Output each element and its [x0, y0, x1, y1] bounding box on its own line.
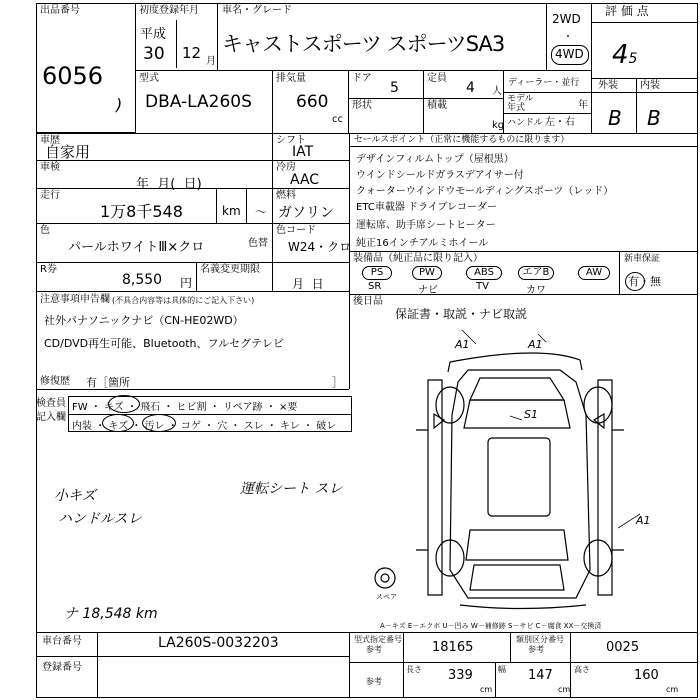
width-unit: cm — [558, 685, 571, 694]
equip-leather: カワ — [526, 285, 546, 296]
inspector-row-2: 内装 ・ キズ ・ 汚レ ・ コゲ ・ 穴 ・ スレ ・ キレ ・ 破レ — [72, 421, 337, 432]
inspector-label-2: 記入欄 — [36, 412, 66, 423]
category-ref: 参考 — [528, 645, 544, 654]
door-label: ドア — [352, 73, 372, 84]
designation-label: 型式指定番号 — [354, 635, 402, 644]
handwritten-note: ハンドルスレ — [58, 511, 142, 527]
model-year-label: モデル年式 — [507, 94, 534, 113]
capacity-label: 定員 — [427, 73, 447, 84]
reg-year: 30 — [143, 44, 165, 64]
category-label: 類別区分番号 — [516, 635, 564, 644]
ac: AAC — [290, 172, 320, 188]
inspector-label-1: 検査員 — [36, 398, 66, 409]
color-code-label: 色コード — [276, 225, 316, 236]
color-change-label: 色替 — [248, 238, 268, 249]
color: パールホワイトⅢ×クロ — [68, 240, 205, 255]
chassis: LA260S-0032203 — [158, 635, 279, 651]
doors: 5 — [390, 80, 399, 96]
ac-label: 冷房 — [276, 162, 296, 173]
height-unit: cm — [666, 685, 679, 694]
repair-value: 有［箇所 — [86, 376, 130, 389]
car-damage-diagram — [350, 320, 698, 620]
car-name: キャストスポーツ スポーツSA3 — [222, 32, 505, 56]
usage-label: 車歴 — [40, 135, 60, 146]
handle-value: 左・右 — [545, 117, 575, 128]
handwritten-note: 小キズ — [54, 488, 96, 504]
equip-aw: AW — [578, 266, 610, 280]
repair-label: 修復歴 — [40, 376, 70, 387]
inspector-row-1: FW ・ キズ ・ 飛石 ・ ヒビ割 ・ リペア跡 ・ ×要 — [72, 402, 298, 413]
equip-abs: ABS — [466, 266, 502, 280]
equipment-label: 装備品（純正品に限り記入） — [353, 253, 483, 264]
damage-mark: A1 — [528, 338, 543, 351]
warranty-label: 新車保証 — [624, 254, 661, 264]
sales-item: ウインドシールドガラスデアイサー付 — [356, 170, 524, 181]
score-label: 評 価 点 — [605, 4, 649, 18]
height-label: 高さ — [574, 665, 590, 674]
title-expiry: 月 日 — [292, 277, 324, 291]
equip-airbag: エアB — [518, 266, 554, 280]
mileage-label: 走行 — [40, 190, 60, 201]
handle-label: ハンドル — [507, 118, 544, 128]
inspection-label: 車検 — [40, 162, 60, 173]
height: 160 — [634, 668, 659, 683]
width: 147 — [528, 668, 553, 683]
repair-close: ］ — [332, 376, 343, 389]
width-label: 幅 — [498, 665, 506, 674]
size-ref: 参考 — [366, 677, 382, 686]
equip-pw: PW — [412, 266, 442, 280]
displacement-label: 排気量 — [276, 73, 306, 84]
notes-label: 注意事項申告欄 — [40, 294, 110, 305]
inspection: 年 月( 日) — [136, 177, 202, 192]
equip-ps: PS — [362, 266, 392, 280]
damage-mark: A1 — [636, 514, 651, 527]
sales-item: ETC車載器 ドライブレコーダー — [356, 202, 498, 213]
category: 0025 — [606, 640, 640, 655]
mileage-note: ナ 18,548 km — [64, 606, 158, 622]
model: DBA-LA260S — [145, 92, 252, 112]
capacity-unit: 人 — [492, 86, 502, 97]
kg-unit: kg — [492, 120, 505, 131]
sales-item: 運転席、助手席シートヒーター — [356, 220, 496, 231]
reg-label: 初度登録年月 — [139, 5, 199, 16]
length-label: 長さ — [406, 665, 422, 674]
dealer-label: ディーラー・並行 — [508, 78, 580, 88]
color-label: 色 — [40, 225, 50, 236]
model-year-unit: 年 — [578, 100, 588, 111]
era: 平成 — [140, 27, 167, 42]
capacity: 4 — [466, 80, 475, 96]
designation: 18165 — [432, 640, 474, 655]
shift-label: シフト — [276, 135, 306, 146]
mileage: 1万8千548 — [100, 202, 183, 221]
damage-mark: A1 — [455, 338, 470, 351]
shape-label: 形状 — [352, 100, 372, 111]
damage-legend: A－キズ E－エクボ U－凹み W－補修跡 S－サビ C－腐食 XX－交換済 — [380, 622, 602, 630]
fuel-label: 燃料 — [276, 190, 296, 201]
docs-value: 保証書・取説・ナビ取説 — [395, 307, 528, 321]
designation-ref: 参考 — [366, 645, 382, 654]
damage-mark: S1 — [524, 408, 538, 421]
lot-number: 6056 — [42, 62, 104, 90]
reg-no-label: 登録番号 — [42, 662, 82, 673]
sales-item: デザインフィルムトップ（屋根黒） — [356, 154, 514, 165]
chassis-label: 車台番号 — [42, 636, 82, 647]
interior-grade: B — [647, 106, 661, 130]
notes-line: 社外パナソニックナビ（CN-HE02WD） — [44, 314, 244, 327]
recycle: 8,550 — [122, 272, 163, 288]
exterior-grade: B — [608, 106, 622, 130]
exterior-label: 外装 — [598, 80, 618, 91]
notes-sub: (不具合内容等は具体的にご記入下さい) — [112, 296, 255, 305]
load-label: 積載 — [427, 100, 447, 111]
color-code: W24・クロ — [288, 240, 352, 254]
score-value: 45 — [612, 40, 638, 70]
length-unit: cm — [480, 685, 493, 694]
title-expiry-label: 名義変更期限 — [200, 264, 260, 275]
interior-label: 内装 — [640, 80, 660, 91]
notes-line: CD/DVD再生可能、Bluetooth、フルセグテレビ — [44, 337, 284, 350]
fuel: ガソリン — [278, 205, 334, 221]
equip-tv: TV — [476, 281, 489, 292]
handwritten-note: 運転シート スレ — [240, 481, 343, 497]
lot-check-mark: ) — [116, 95, 123, 114]
sales-label: セールスポイント（正常に機能するものに限ります） — [354, 135, 570, 145]
sales-item: クォーターウインドウモールディングスポーツ（レッド） — [356, 186, 614, 197]
km-unit: km — [222, 204, 241, 218]
model-label: 型式 — [139, 73, 159, 84]
equip-navi: ナビ — [418, 285, 438, 296]
drive-dot: ・ — [563, 32, 573, 43]
kizu-circle-2 — [102, 414, 134, 432]
yogore-circle — [142, 414, 176, 432]
spare-label: スペア — [376, 593, 397, 601]
equip-sr: SR — [368, 281, 382, 292]
drive-2wd: 2WD — [552, 12, 581, 26]
car-label: 車名・グレード — [222, 5, 292, 16]
displacement: 660 — [296, 92, 329, 112]
kizu-circle-1 — [108, 395, 140, 413]
length: 339 — [448, 668, 473, 683]
mileage-dash: ～ — [255, 205, 268, 219]
month-unit: 月 — [206, 56, 216, 67]
yen-unit: 円 — [180, 276, 193, 290]
shift: IAT — [292, 144, 314, 160]
recycle-label: R券 — [40, 264, 57, 275]
warranty-value: 有・無 — [628, 275, 661, 288]
lot-label: 出品番号 — [40, 5, 80, 16]
reg-month: 12 — [182, 44, 202, 62]
usage: 自家用 — [45, 143, 91, 161]
score-hidden: 4.5 — [0, 0, 2, 1]
cc-unit: cc — [332, 114, 343, 125]
drive-4wd: 4WD — [555, 47, 584, 61]
docs-label: 後日品 — [353, 296, 383, 307]
sales-item: 純正16インチアルミホイール — [356, 238, 489, 249]
